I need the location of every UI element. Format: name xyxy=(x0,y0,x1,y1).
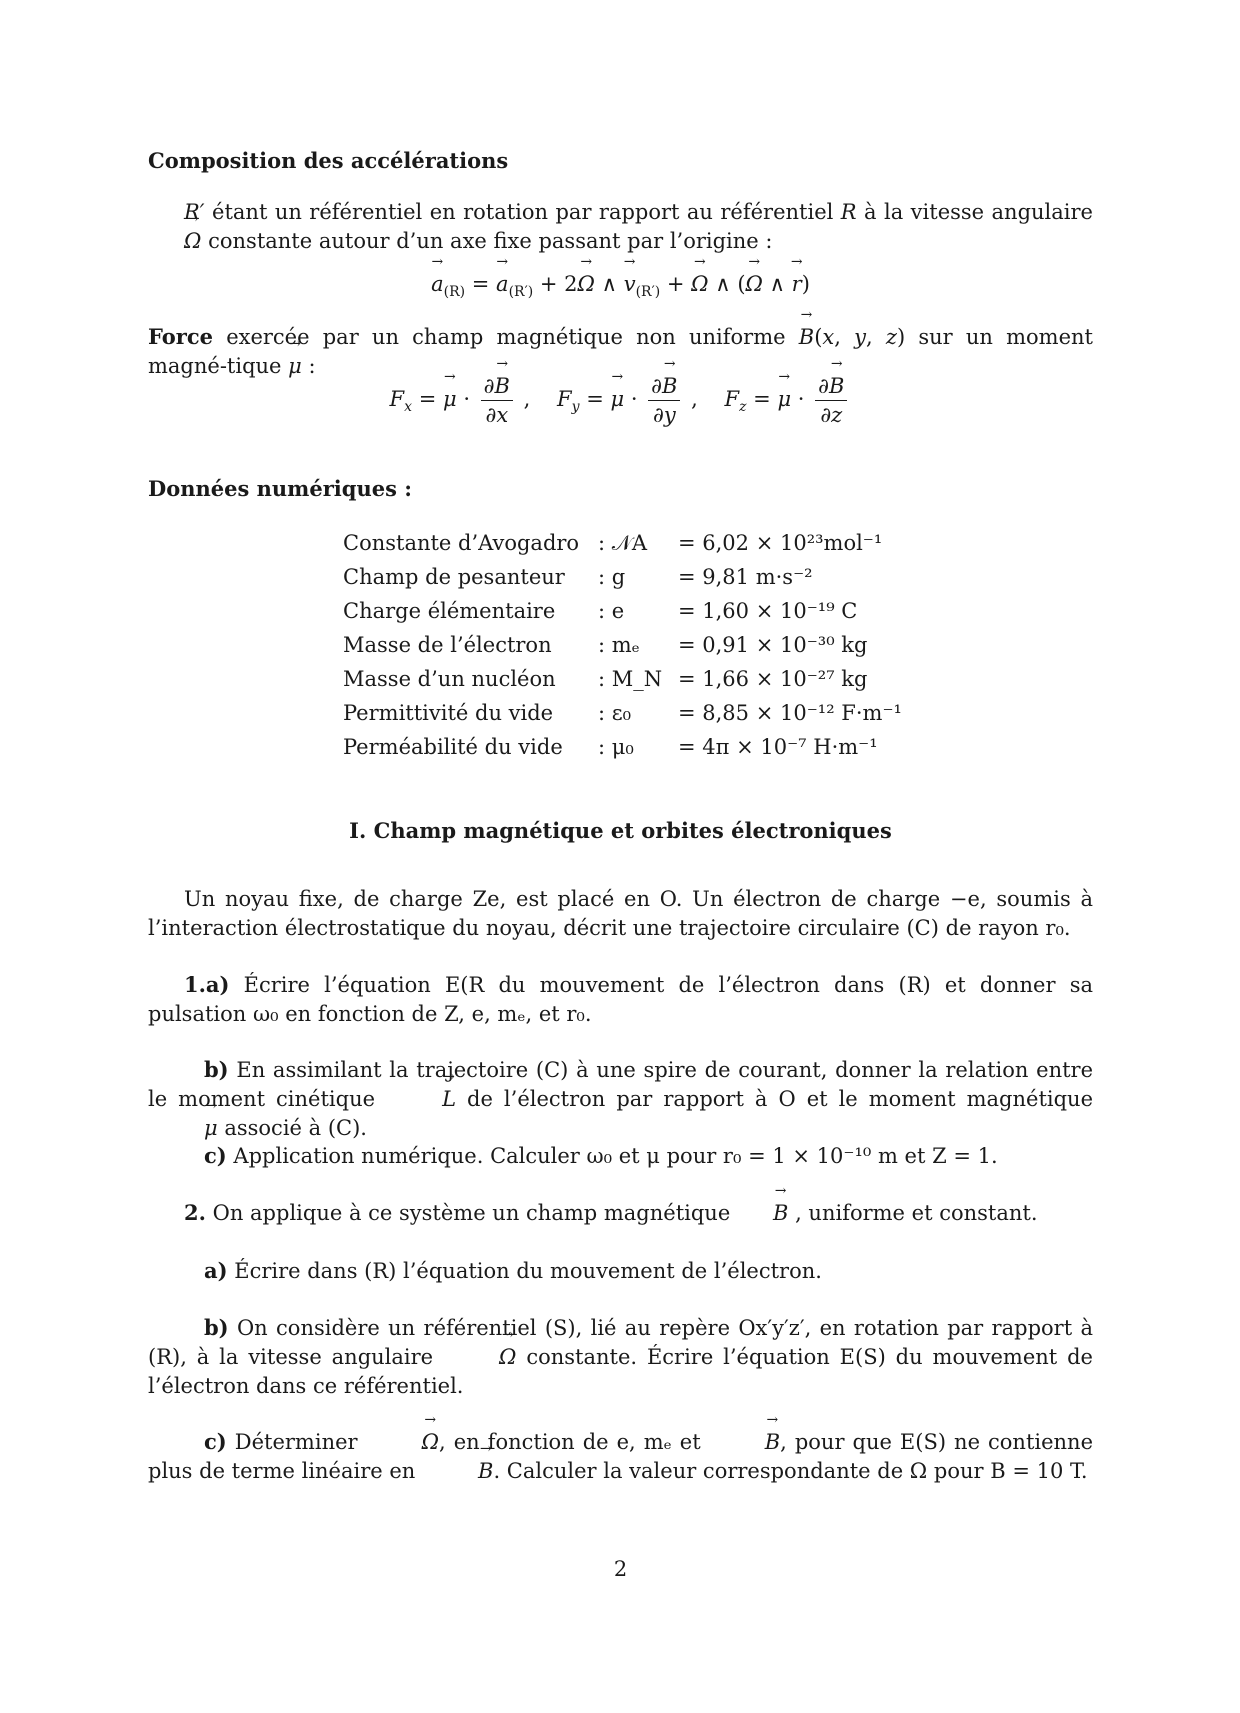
page-number: 2 xyxy=(613,1557,628,1581)
constant-label: Masse de l’électron xyxy=(343,633,552,657)
question-2a: a) Écrire dans (R) l’équation du mouvement de l’électron. xyxy=(204,1258,822,1283)
composition-title: Composition des accélérations xyxy=(148,148,509,173)
constant-value: = 8,85 × 10⁻¹² F·m⁻¹ xyxy=(678,701,902,725)
constant-label: Constante d’Avogadro xyxy=(343,531,580,555)
constants-table xyxy=(343,526,902,764)
constant-label: Perméabilité du vide xyxy=(343,735,563,759)
constant-label: Champ de pesanteur xyxy=(343,565,565,589)
donnees-title: Données numériques : xyxy=(148,476,412,501)
constant-label: Masse d’un nucléon xyxy=(343,667,556,691)
section-title: I. Champ magnétique et orbites électroniques xyxy=(349,818,892,843)
constant-symbol: : mₑ xyxy=(598,633,640,657)
constant-value: = 4π × 10⁻⁷ H·m⁻¹ xyxy=(678,735,878,759)
constant-label: Permittivité du vide xyxy=(343,701,554,725)
composition-intro: R′ étant un référentiel en rotation par rapport au référentiel R à la vitesse angulaire → Ω constante autour d’un axe fixe passant par l’origine : xyxy=(148,198,1093,256)
constant-value: = 1,60 × 10⁻¹⁹ C xyxy=(678,599,858,623)
constant-value: = 6,02 × 10²³mol⁻¹ xyxy=(678,531,883,555)
constant-row xyxy=(343,730,902,764)
constant-value: = 1,66 × 10⁻²⁷ kg xyxy=(678,667,868,691)
constant-symbol: : g xyxy=(598,565,626,589)
constant-symbol: : 𝒩A xyxy=(598,530,648,555)
constant-symbol: : ε₀ xyxy=(598,701,632,725)
force-formula: $F_x$ = → μ · $\frac{\partial\to B}{\partial x}$ , $F_y$ = → μ · $\frac{\partial\to B}{\partial y}$ , $F_z$ = → μ · $\frac{\partial\to B}{\partial z}$ xyxy=(148,372,1093,429)
question-2b: b) On considère un référentiel (S), lié au repère Ox′y′z′, en rotation par rapport à (R), à la vitesse angulaire → Ω constante. Écrire l’équation E(S) du mouvement de l’électron dans ce référentiel. xyxy=(148,1313,1093,1401)
section-intro: Un noyau fixe, de charge Ze, est placé en O. Un électron de charge −e, soumis à l’interaction électrostatique du noyau, décrit une trajectoire circulaire (C) de rayon r₀. xyxy=(148,887,1093,940)
question-1b: b) En assimilant la trajectoire (C) à une spire de courant, donner la relation entre le moment cinétique → L de l’électron par rapport à O et le moment magnétique → μ associé à (C). xyxy=(148,1055,1093,1143)
constant-symbol: : M_N xyxy=(598,667,663,691)
constant-value: = 9,81 m·s⁻² xyxy=(678,565,813,589)
question-1c: c) Application numérique. Calculer ω₀ et μ pour r₀ = 1 × 10⁻¹⁰ m et Z = 1. xyxy=(204,1143,998,1168)
constant-label: Charge élémentaire xyxy=(343,599,556,623)
constant-row xyxy=(343,628,902,662)
constant-row xyxy=(343,696,902,730)
constant-symbol: : e xyxy=(598,599,625,623)
question-2: 2. On applique à ce système un champ magnétique → B , uniforme et constant. xyxy=(148,1198,1093,1228)
constant-row xyxy=(343,526,902,560)
constant-row xyxy=(343,662,902,696)
constant-row xyxy=(343,560,902,594)
constant-value: = 0,91 × 10⁻³⁰ kg xyxy=(678,633,868,657)
acceleration-formula: → $a_{(R)}$ = → $a_{(R')} + 2\to \Omega$ ∧ → $v_{(R')}$ + → Ω ∧ (→ Ω ∧ → r) xyxy=(148,270,1093,307)
force-paragraph: Force exercée par un champ magnétique non uniforme → B(x, y, z) sur un moment magné-tique → μ : xyxy=(148,322,1093,381)
question-1a: 1.a) Écrire l’équation E(R du mouvement de l’électron dans (R) et donner sa pulsation ω₀ en fonction de Z, e, mₑ, et r₀. xyxy=(148,972,1093,1026)
constant-symbol: : μ₀ xyxy=(598,735,634,759)
constant-row xyxy=(343,594,902,628)
question-2c: c) Déterminer → Ω, en fonction de e, mₑ et → B, pour que E(S) ne contienne plus de terme linéaire en → B. Calculer la valeur correspondante de Ω pour B = 10 T. xyxy=(148,1427,1093,1486)
